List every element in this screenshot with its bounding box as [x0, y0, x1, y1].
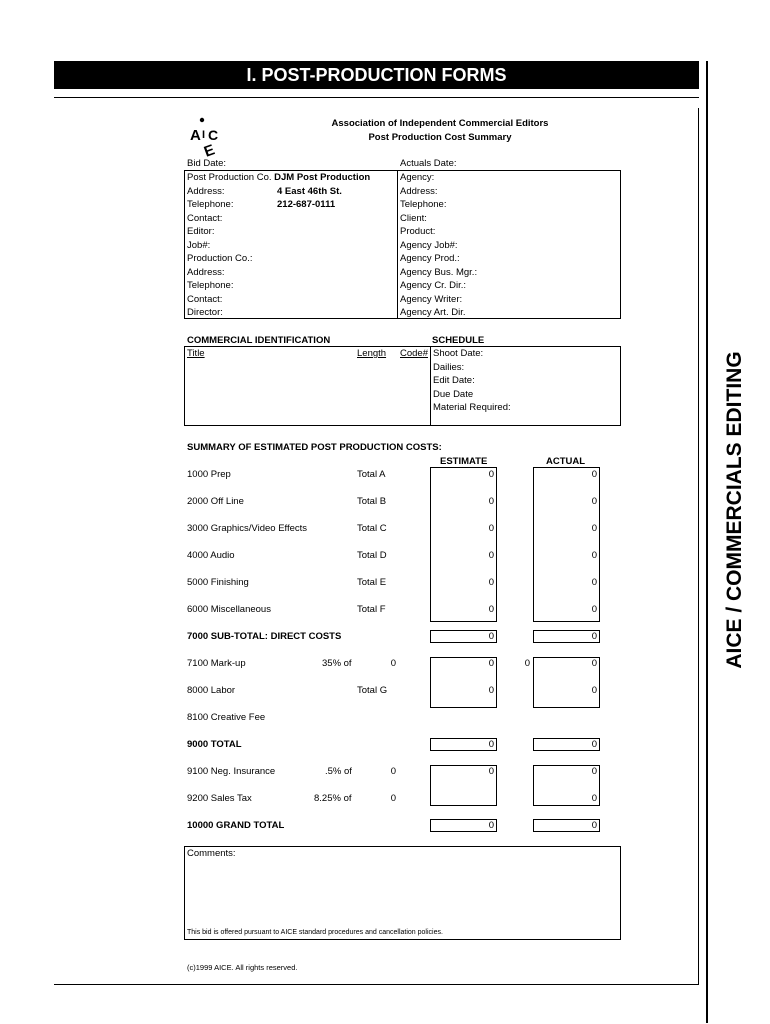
labor-label: 8000 Labor — [187, 685, 236, 696]
labor-actual: 0 — [591, 685, 597, 696]
neg-ins-actual: 0 — [591, 766, 597, 777]
row-label: 4000 Audio — [187, 550, 235, 561]
col-code: Code# — [400, 348, 428, 359]
field-row: Contact: — [187, 293, 223, 305]
labor-estimate: 0 — [488, 685, 494, 696]
grand-total-actual: 0 — [533, 819, 600, 832]
estimate-label: ESTIMATE — [440, 456, 488, 467]
row-total: Total D — [357, 550, 387, 561]
neg-ins-estimate: 0 — [488, 766, 494, 777]
markup-actual: 0 — [591, 658, 597, 669]
commercial-id-heading: COMMERCIAL IDENTIFICATION — [187, 335, 331, 346]
top-divider — [54, 97, 699, 98]
row-actual: 0 — [591, 496, 597, 507]
sales-tax-label: 9200 Sales Tax — [187, 793, 252, 804]
actual-label: ACTUAL — [546, 456, 586, 467]
schedule-item: Dailies: — [433, 361, 465, 373]
row-actual: 0 — [591, 604, 597, 615]
field-row: Agency Job#: — [400, 239, 458, 251]
form-subtitle: Post Production Cost Summary — [368, 132, 512, 143]
field-row: Address: 4 East 46th St. — [187, 185, 342, 197]
neg-ins-label: 9100 Neg. Insurance — [187, 766, 275, 777]
side-title: AICE / COMMERCIALS EDITING — [723, 351, 746, 669]
field-row: Post Production Co. DJM Post Production — [187, 172, 371, 183]
neg-ins-pct: .5% of — [325, 766, 352, 777]
markup-base: 0 — [390, 658, 396, 669]
commercial-box-divider — [430, 346, 431, 426]
field-row: Agency Art. Dir. — [400, 307, 466, 318]
sales-tax-actual: 0 — [591, 793, 597, 804]
field-row: Agency Prod.: — [400, 253, 460, 264]
grand-total-label: 10000 GRAND TOTAL — [187, 820, 285, 831]
neg-ins-base: 0 — [390, 766, 396, 777]
disclaimer: This bid is offered pursuant to AICE standard procedures and cancellation policies. — [187, 929, 443, 936]
side-title-container — [705, 305, 765, 715]
comments-box[interactable] — [184, 846, 621, 940]
actual-column-box — [533, 467, 600, 622]
col-length: Length — [357, 348, 387, 359]
schedule-list — [433, 347, 511, 415]
estimate-column-box — [430, 467, 497, 622]
subtotal-label: 7000 SUB-TOTAL: DIRECT COSTS — [187, 631, 342, 642]
row-label: 6000 Miscellaneous — [187, 604, 271, 615]
row-label: 5000 Finishing — [187, 577, 249, 588]
row-total: Total F — [357, 604, 386, 615]
field-row: Agency: — [400, 172, 435, 183]
row-estimate: 0 — [488, 604, 494, 615]
actuals-date-label: Actuals Date: — [400, 158, 457, 169]
total-estimate: 0 — [430, 738, 497, 751]
row-label: 3000 Graphics/Video Effects — [187, 523, 308, 534]
page-title: I. POST-PRODUCTION FORMS — [54, 61, 699, 89]
row-actual: 0 — [591, 550, 597, 561]
row-estimate: 0 — [488, 496, 494, 507]
svg-text:E: E — [201, 141, 218, 160]
row-total: Total C — [357, 523, 387, 534]
svg-text:I: I — [202, 129, 206, 141]
svg-text:A: A — [190, 127, 201, 144]
markup-actual-base: 0 — [524, 658, 530, 669]
field-row: Contact: — [187, 212, 223, 224]
total-actual: 0 — [533, 738, 600, 751]
row-estimate: 0 — [488, 550, 494, 561]
markup-estimate: 0 — [488, 658, 494, 669]
copyright: (c)1999 AICE. All rights reserved. — [187, 963, 298, 972]
comments-label: Comments: — [187, 848, 236, 859]
field-row: Product: — [400, 226, 436, 237]
field-row: Agency Bus. Mgr.: — [400, 266, 478, 278]
schedule-item: Material Required: — [433, 402, 511, 413]
org-name: Association of Independent Commercial Editors — [331, 118, 549, 129]
labor-total: Total G — [357, 685, 388, 696]
summary-heading: SUMMARY OF ESTIMATED POST PRODUCTION COSTS: — [187, 442, 442, 453]
subtotal-estimate: 0 — [430, 630, 497, 643]
row-estimate: 0 — [488, 469, 494, 480]
field-row: Telephone: — [400, 199, 447, 210]
field-row: Production Co.: — [187, 253, 253, 264]
markup-label: 7100 Mark-up — [187, 658, 246, 669]
field-row: Telephone: — [187, 280, 234, 291]
aice-logo — [188, 116, 228, 160]
total-label: 9000 TOTAL — [187, 739, 242, 750]
row-total: Total A — [357, 469, 386, 480]
schedule-heading: SCHEDULE — [432, 335, 485, 346]
schedule-item: Shoot Date: — [433, 348, 484, 359]
field-row: Job#: — [187, 239, 211, 251]
field-row: Client: — [400, 212, 427, 224]
col-title: Title — [187, 348, 205, 359]
field-row: Telephone: 212-687-0111 — [187, 199, 336, 210]
info-box-divider — [397, 170, 398, 319]
row-estimate: 0 — [488, 523, 494, 534]
sales-tax-base: 0 — [390, 793, 396, 804]
field-row: Agency Cr. Dir.: — [400, 280, 466, 291]
row-actual: 0 — [591, 523, 597, 534]
schedule-item: Due Date — [433, 388, 474, 400]
field-row: Address: — [400, 185, 438, 197]
row-actual: 0 — [591, 469, 597, 480]
creative-fee-label: 8100 Creative Fee — [187, 712, 266, 723]
grand-total-estimate: 0 — [430, 819, 497, 832]
row-total: Total B — [357, 496, 387, 507]
subtotal-actual: 0 — [533, 630, 600, 643]
row-label: 2000 Off Line — [187, 496, 244, 507]
row-actual: 0 — [591, 577, 597, 588]
right-fields — [400, 171, 477, 320]
field-row: Director: — [187, 307, 223, 318]
sales-tax-pct: 8.25% of — [314, 793, 352, 804]
field-row: Agency Writer: — [400, 293, 463, 305]
markup-pct: 35% of — [322, 658, 352, 669]
row-estimate: 0 — [488, 577, 494, 588]
field-row: Editor: — [187, 226, 215, 237]
row-total: Total E — [357, 577, 387, 588]
bid-date-label: Bid Date: — [187, 158, 227, 169]
field-row: Address: — [187, 266, 225, 278]
left-fields — [187, 171, 370, 320]
row-label: 1000 Prep — [187, 469, 231, 480]
svg-text:C: C — [208, 127, 219, 143]
schedule-item: Edit Date: — [433, 375, 475, 386]
